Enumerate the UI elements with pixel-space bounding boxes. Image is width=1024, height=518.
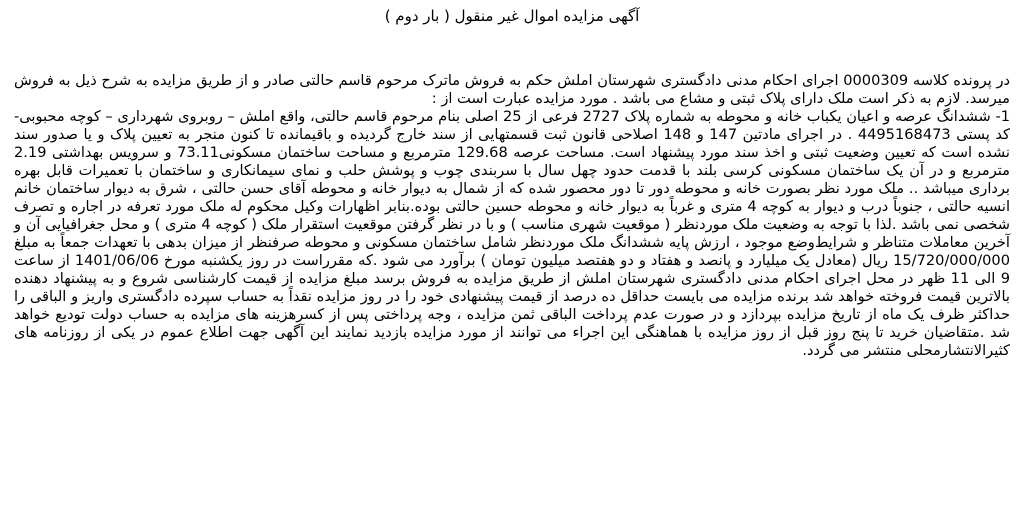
notice-body bbox=[14, 72, 1010, 360]
main-paragraph: 1- ششدانگ عرصه و اعیان یکباب خانه و محوطه به شماره پلاک 2727 فرعی از 25 اصلی بنام مرحوم قاسم حالتی، واقع املش – روبروی شهرداری – کوچه محبوبی- کد پستی 4495168473 . در اجرای مادتین 147 و 148 اصلاحی قانون ثبت قسمتهایی از سند خارج گردیده و باقیمانده تا کنون منجر به تعیین پلاک و یا صدور سند نشده است که تعیین وضعیت ثبتی و اخذ سند مورد پیشنهاد است. مساحت عرصه 129.68 مترمربع و مساحت ساختمان مسکونی73.11 و سرویس بهداشتی 2.19 مترمربع و در آن یک ساختمان مسکونی کرسی بلند با قدمت حدود چهل سال با سربندی چوب و پوشش حلب و نمای سیمانکاری و ساختمان با تعمیرات قابل بهره برداری میباشد .. ملک مورد نظر بصورت خانه و محوطه دور تا دور محصور شده که از شمال به دیوار خانه و محوطه آقای حسن حالتی ، شرق به دیوار ساختمان خانم انسیه حالتی ، جنوباً درب و دیوار به کوچه 4 متری و غرباً به دیوار خانه و محوطه حسین حالتی بوده.بنابر اظهارات وکیل محکوم له ملک مورد تعرفه در اجاره و تصرف شخصی نمی باشد .لذا با توجه به وضعیت ملک موردنظر ( موقعیت شهری مناسب ) و با در نظر گرفتن موقعیت استقرار ملک ( کوچه 4 متری ) و محل جغرافیایی آن و آخرین معاملات متناظر و شرایط‌وضع موجود ، ارزش پایه ششدانگ ملک موردنظر شامل ساختمان مسکونی و محوطه صرفنظر از میزان بدهی با تعهدات جمعاً به مبلغ 15/720/000/000 ریال (معادل یک میلیارد و پانصد و هفتاد و دو هفتصد میلیون تومان ) برآورد می شود .که مقرراست در روز یکشنبه مورخ 1401/06/06 از ساعت 9 الی 11 ظهر در محل اجرای احکام مدنی دادگستری شهرستان املش از طریق مزایده به فروش برسد مبلغ مزایده از قیمت کارشناسی شروع و به پیشنهاد دهنده بالاترین قیمت فروخته خواهد شد برنده مزایده می بایست حداقل ده درصد از قیمت پیشنهادی خود را در روز مزایده نقداً به حساب سپرده دادگستری واریز و الباقی را حداکثر ظرف یک ماه از تاریخ مزایده بپردازد و در صورت عدم پرداخت الباقی ثمن مزایده ، وجه پرداختی پس از کسرهزینه های مزایده به حساب دولت تودیع خواهد شد .متقاضیان خرید تا پنج روز قبل از روز مزایده با هماهنگی این اجراء می توانند از مورد مزایده بازدید نمایند این آگهی جهت اطلاع عموم در یکی از روزنامه های کثیرالانتشارمحلی منتشر می گردد. bbox=[14, 108, 1011, 359]
intro-paragraph: در پرونده کلاسه 0000309 اجرای احکام مدنی دادگستری شهرستان املش حکم به فروش ماترک مرحوم قاسم حالتی صادر و از طریق مزایده به شرح ذیل به فروش میرسد. لازم به ذکر است ملک دارای پلاک ثبتی و مشاع می باشد . مورد مزایده عبارت است از : bbox=[14, 72, 1010, 107]
page-title: آگهی مزایده اموال غیر منقول ( بار دوم ) bbox=[384, 7, 640, 25]
